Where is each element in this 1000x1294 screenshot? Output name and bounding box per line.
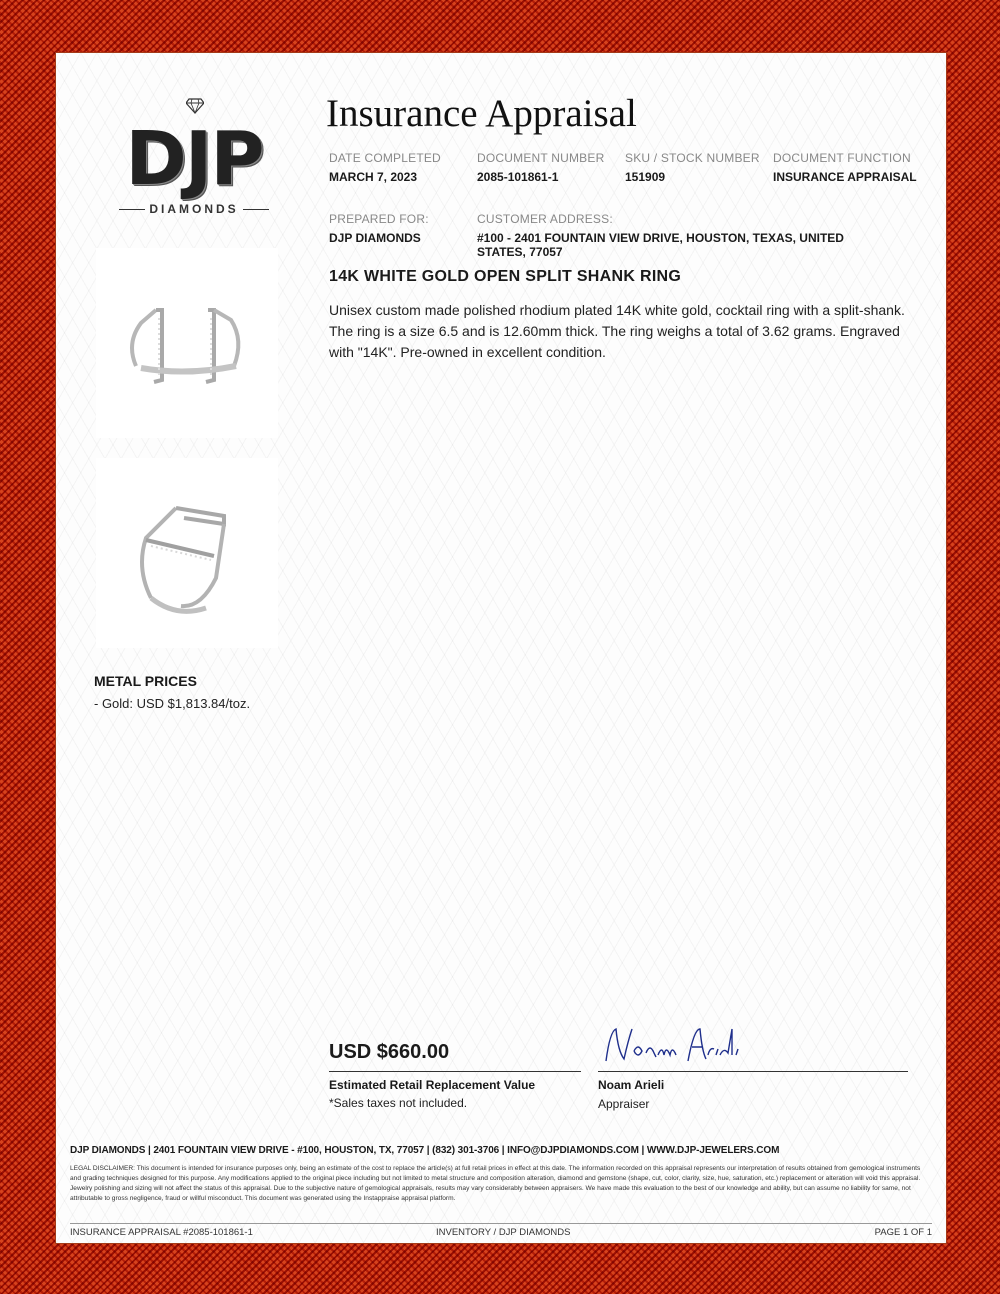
meta-label: DOCUMENT NUMBER xyxy=(477,151,605,165)
customer-address-label: CUSTOMER ADDRESS: xyxy=(477,212,613,226)
meta-label: DOCUMENT FUNCTION xyxy=(773,151,911,165)
item-description: Unisex custom made polished rhodium plated 14K white gold, cocktail ring with a split-shank. The ring is a size 6.5 and is 12.60mm thick. The ring weighs a total of 3.62 grams. Engraved with "14K". Pre-owned in excellent condition. xyxy=(329,302,905,360)
appraiser-signature xyxy=(598,1021,748,1069)
signature-divider xyxy=(598,1071,908,1072)
page-title: Insurance Appraisal xyxy=(326,92,637,135)
value-divider xyxy=(329,1071,581,1072)
meta-label: DATE COMPLETED xyxy=(329,151,441,165)
item-title: 14K WHITE GOLD OPEN SPLIT SHANK RING xyxy=(329,268,682,285)
meta-document-number xyxy=(477,151,604,184)
ring-photo-front xyxy=(96,248,278,438)
tax-note: *Sales taxes not included. xyxy=(329,1096,468,1110)
meta-sku xyxy=(625,151,760,184)
meta-value: MARCH 7, 2023 xyxy=(329,170,418,184)
meta-value: INSURANCE APPRAISAL xyxy=(773,170,917,184)
inventory-owner: INVENTORY / DJP DIAMONDS xyxy=(436,1227,571,1238)
prepared-for-label: PREPARED FOR: xyxy=(329,212,429,226)
customer-address xyxy=(477,212,857,259)
page-number: PAGE 1 OF 1 xyxy=(874,1227,932,1238)
appraiser-name: Noam Arieli xyxy=(598,1078,665,1092)
value-label: Estimated Retail Replacement Value xyxy=(329,1078,536,1092)
appraised-value: USD $660.00 xyxy=(329,1041,450,1063)
ring-photo-side xyxy=(96,458,278,648)
metal-prices-heading: METAL PRICES xyxy=(94,673,197,689)
gold-price: - Gold: USD $1,813.84/toz. xyxy=(94,696,251,711)
footer-divider xyxy=(70,1223,932,1224)
logo-subtitle: DIAMONDS xyxy=(104,202,284,216)
meta-value: 151909 xyxy=(625,170,666,184)
djp-logo xyxy=(104,98,284,228)
logo-letters: DJP xyxy=(125,116,263,202)
meta-value: 2085-101861-1 xyxy=(477,170,559,184)
prepared-for xyxy=(329,212,429,245)
meta-label: SKU / STOCK NUMBER xyxy=(625,151,760,165)
diamond-icon xyxy=(186,98,204,114)
customer-address-value: #100 - 2401 FOUNTAIN VIEW DRIVE, HOUSTON, TEXAS, UNITED STATES, 77057 xyxy=(477,231,844,259)
appraiser-role: Appraiser xyxy=(598,1097,650,1111)
legal-disclaimer: LEGAL DISCLAIMER: This document is intended for insurance purposes only, being an estimate of the cost to replace the article(s) at full retail prices in effect at this date. The information recorded on this appraisal represents our interpretation of results obtained from gemological instruments and grading techniques designed for this purpose. Any modifications applied to the original piece including but not limited to metal structure and composition alteration, diamond and gemstone (shape, cut, color, clarity, size, hue, saturation, etc.) replacement or alteration will void this appraisal. Jewelry polishing and sizing will not affect the status of this appraisal. Due to the subjective nature of gemological appraisals, results may vary considerably between appraisers. We have made this evaluation to the best of our knowledge and ability, but can assume no liability for same, not attributable to gross negligence, fraud or willful misconduct. This document was generated using the Instappraise appraisal platform. xyxy=(70,1165,921,1202)
meta-document-function xyxy=(773,151,917,184)
meta-date xyxy=(329,151,441,184)
document-reference: INSURANCE APPRAISAL #2085-101861-1 xyxy=(70,1227,253,1238)
prepared-for-value: DJP DIAMONDS xyxy=(329,231,421,245)
appraisal-document xyxy=(55,52,947,1244)
footer-contact: DJP DIAMONDS | 2401 FOUNTAIN VIEW DRIVE - #100, HOUSTON, TX, 77057 | (832) 301-3706 | INFO@DJPDIAMONDS.COM | WWW.DJP-JEWELERS.COM xyxy=(70,1145,780,1156)
